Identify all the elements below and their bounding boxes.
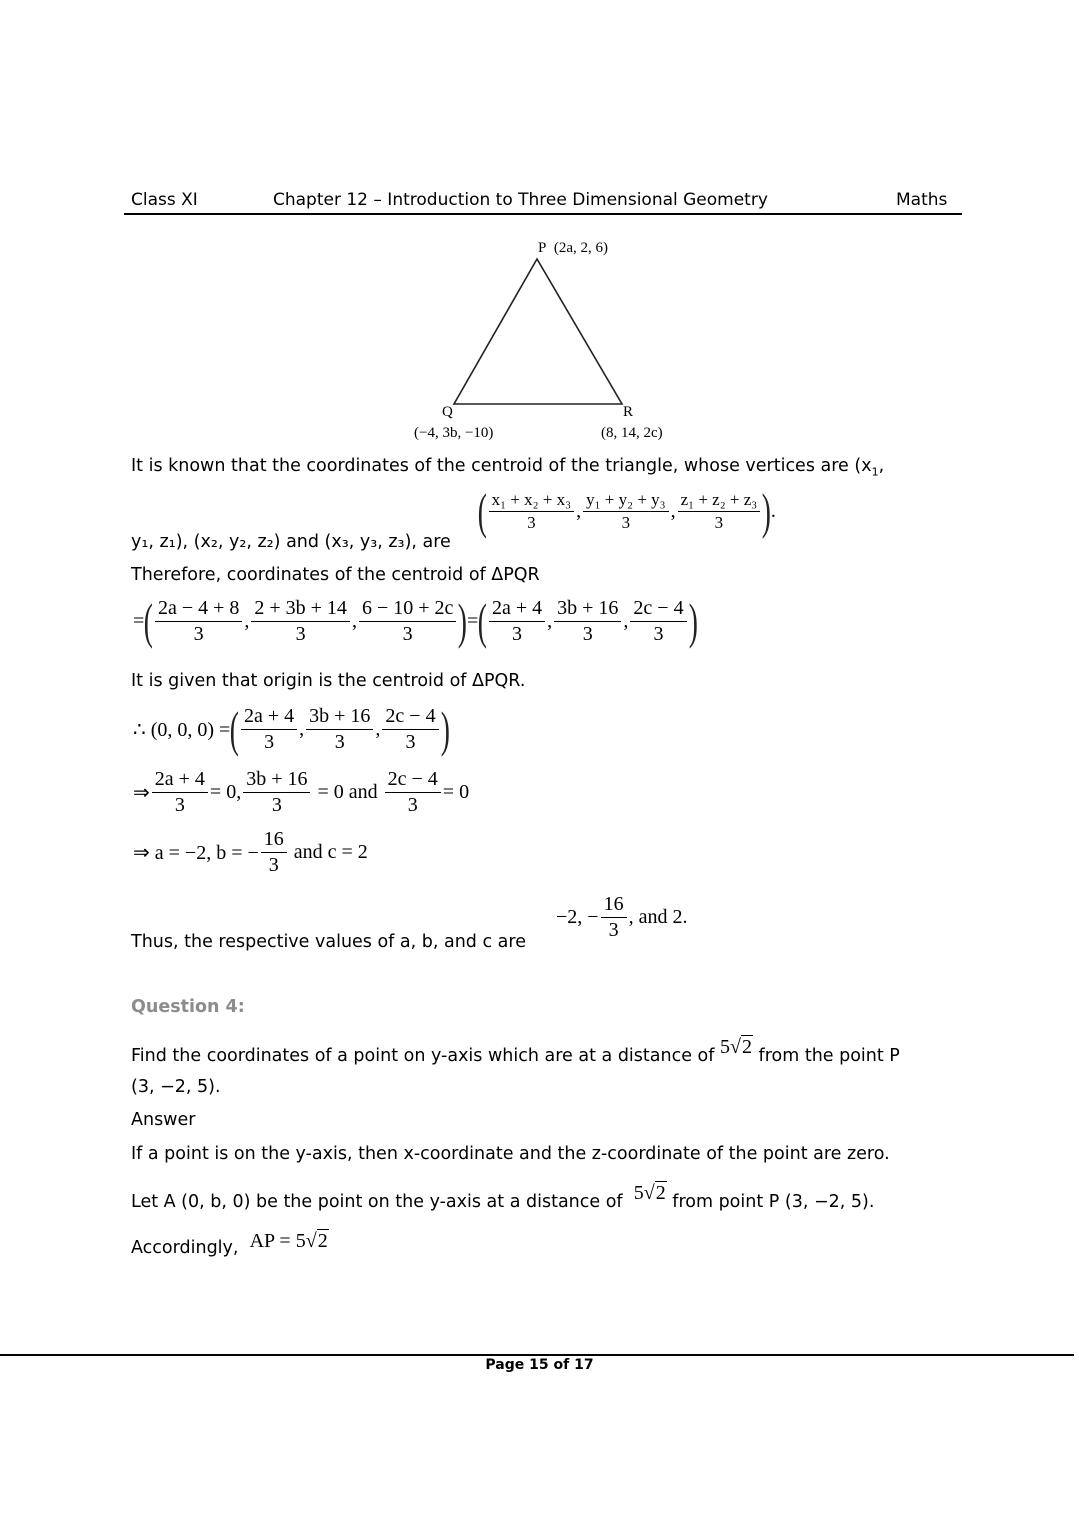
question-4-text: Find the coordinates of a point on y-axis which are at a distance of 5√2 from the point P	[131, 1036, 900, 1066]
centroid-formula: ( $\frac{\text{x₁ + x₂ + x₃}}{3}$ , $\frac{\text{y₁ + y₂ + y₃}}{3}$ , $\frac{\text{z₁ + z₂ + z₃}}{3}$ ) .	[477, 483, 776, 539]
answer-line2: Let A (0, b, 0) be the point on the y-axis at a distance of 5√2 from point P (3, −2, 5).	[131, 1182, 875, 1212]
solution-equation: ⇒ a = −2, b = − $\frac{16}{3}$ and c = 2	[133, 828, 368, 876]
subject-label: Maths	[896, 190, 948, 210]
answer-line1: If a point is on the y-axis, then x-coordinate and the z-coordinate of the point are zero.	[131, 1144, 890, 1164]
centroid-intro-line1: It is known that the coordinates of the centroid of the triangle, whose vertices are ($x_1$,	[131, 456, 885, 479]
conclusion-line: Thus, the respective values of a, b, and c are	[131, 932, 526, 952]
vertex-r-coords: (8, 14, 2c)	[601, 425, 663, 441]
footer-rule	[0, 1354, 1074, 1356]
vertex-r-name: R	[623, 404, 634, 420]
centroid-equation: = ( $\frac{2a - 4 + 8}{3}$ , $\frac{2 + 3b + 14}{3}$ , $\frac{6 - 10 + 2c}{3}$ ) = ( $\frac{2a + 4}{3}$ , $\frac{3b + 16}{3}$ , $\frac{2c - 4}{3}$ )	[133, 593, 698, 649]
centroid-intro-line2: y₁, z₁), (x₂, y₂, z₂) and (x₃, y₃, z₃), are	[131, 532, 451, 552]
question-4-text-line2: (3, −2, 5).	[131, 1077, 221, 1097]
vertex-q-coords: (−4, 3b, −10)	[414, 425, 494, 441]
vertex-p-label: P (2a, 2, 6)	[538, 240, 608, 256]
triangle-diagram	[400, 232, 700, 447]
header-rule	[124, 213, 962, 215]
component-equations: ⇒ $\frac{2a + 4}{3}$ = 0, $\frac{3b + 16}{3}$ = 0 and $\frac{2c - 4}{3}$ = 0	[133, 768, 470, 816]
distance-value: 5√2	[719, 1036, 752, 1058]
page-number: Page 15 of 17	[485, 1357, 594, 1373]
conclusion-values: −2, − $\frac{16}{3}$ , and 2.	[556, 893, 688, 941]
answer-line3: Accordingly, AP = 5√2	[131, 1230, 328, 1258]
vertex-q-name: Q	[442, 404, 453, 420]
origin-given-line: It is given that origin is the centroid of ΔPQR.	[131, 671, 526, 691]
class-label: Class XI	[131, 190, 198, 210]
therefore-line: Therefore, coordinates of the centroid of ΔPQR	[131, 565, 540, 585]
chapter-title: Chapter 12 – Introduction to Three Dimensional Geometry	[273, 190, 768, 210]
answer-label: Answer	[131, 1110, 196, 1130]
distance-value-2: 5√2	[633, 1182, 666, 1204]
origin-equation: ∴ (0, 0, 0) = ( $\frac{2a + 4}{3}$ , $\frac{3b + 16}{3}$ , $\frac{2c - 4}{3}$ )	[133, 701, 450, 757]
question-4-heading: Question 4:	[131, 997, 245, 1017]
ap-equation: AP = 5√2	[249, 1230, 328, 1252]
